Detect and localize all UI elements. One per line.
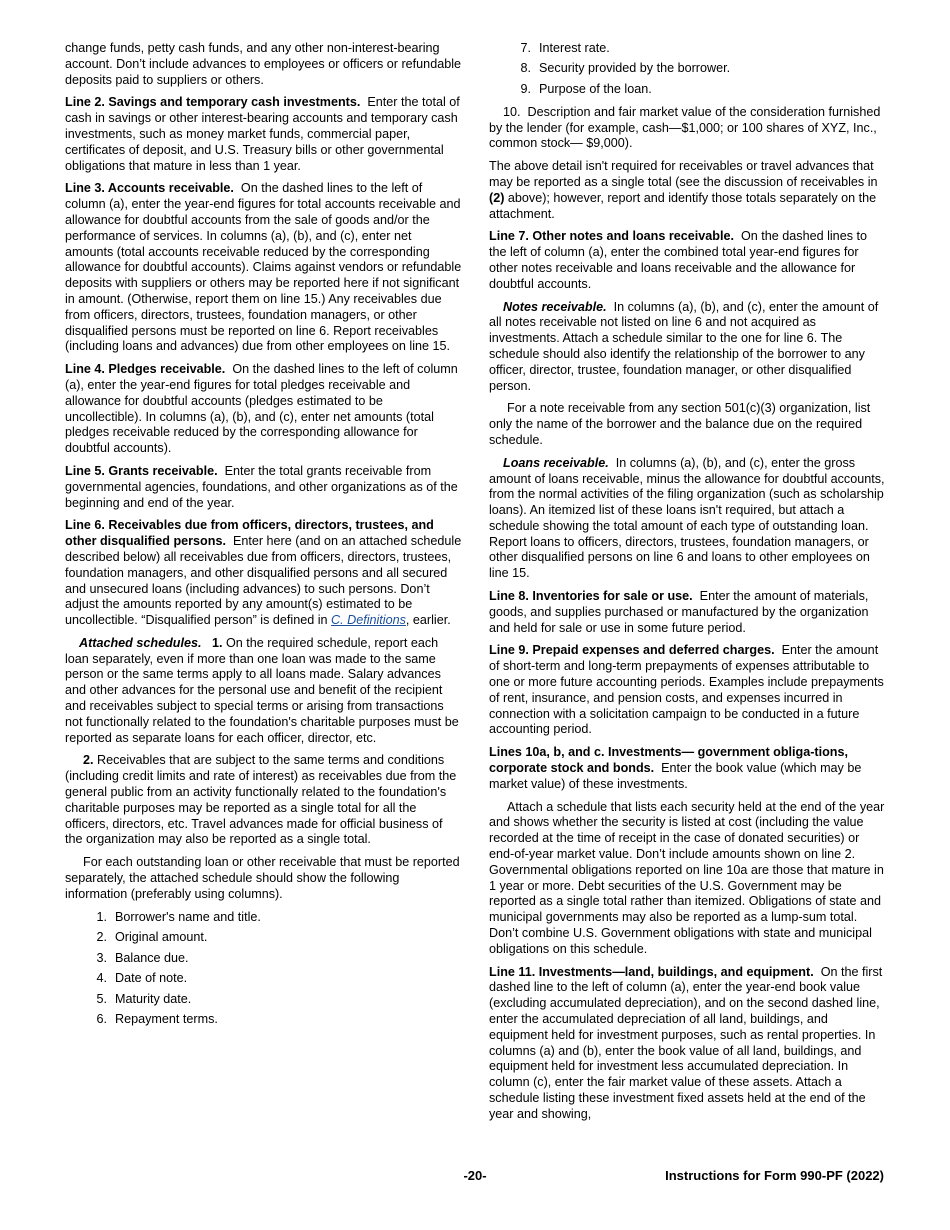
section-loans-receivable bbox=[489, 456, 887, 582]
section-line-7 bbox=[489, 229, 887, 292]
loan-info-list-right bbox=[489, 41, 887, 98]
list-item-number: 8. bbox=[520, 61, 531, 76]
body-line-6: Enter here (and on an attached schedule described below) all receivables due from officers, directors, trustees, foundation managers, and other disqualified persons and all secured and unsecured loans (including advances) to such persons. Don’t adjust the amounts reported by any amount(s) estimated to be uncollectible. “Disqualified person” is defined in bbox=[65, 534, 462, 628]
above-detail-text: The above detail isn't required for receivables or travel advances that may be reported as a single total (see the discussion of receivables in bbox=[489, 159, 878, 189]
heading-line-5: Line 5. Grants receivable. bbox=[65, 463, 218, 478]
list-item-text: Maturity date. bbox=[115, 991, 192, 1006]
body-attach-schedule: Attach a schedule that lists each security held at the end of the year and shows whether the security is listed at cost (including the value recorded at the time of receipt in the case of donated securities) or end-of-year market value. Don’t include amounts shown on line 2. Governmental obligations reported on line 10a are those that mature in 1 year or more. Debt securities of the U.S. Government may be reported as a single total rather than itemized. Obligations of state and municipal governments may also be reported as a lump-sum total. Don’t combine U.S. Government obligations with state and municipal obligations on this schedule. bbox=[489, 799, 885, 956]
list-item-number: 7. bbox=[520, 41, 531, 55]
list-item bbox=[489, 82, 887, 98]
heading-line-4: Line 4. Pledges receivable. bbox=[65, 362, 226, 377]
list-item-number: 6. bbox=[96, 1012, 107, 1027]
body-line-2: Enter the total of cash in savings or other interest-bearing accounts and temporary cash investments, such as money market funds, commercial paper, certificates of deposit, and U.S. Treasury bills or other governmental obligations that mature in less than 1 year. bbox=[65, 95, 460, 173]
heading-line-2: Line 2. Savings and temporary cash investments. bbox=[65, 95, 361, 110]
section-line-5 bbox=[65, 464, 463, 511]
body-notes-receivable: In columns (a), (b), and (c), enter the amount of all notes receivable not listed on line 6 and not acquired as investments. Attach a schedule similar to the one for line 6. The schedule should also identify the relationship of the borrower to any officer, director, trustee, foundation manager, or other disqualified person. bbox=[489, 299, 879, 393]
heading-line-3: Line 3. Accounts receivable. bbox=[65, 181, 234, 196]
list-item-text: Borrower's name and title. bbox=[115, 909, 261, 924]
list-item-number: 10. bbox=[503, 104, 521, 119]
section-attached-schedules bbox=[65, 636, 463, 747]
body-line-10: Enter the book value (which may be market value) of these investments. bbox=[489, 761, 862, 791]
list-item bbox=[65, 930, 463, 946]
body-line-9: Enter the amount of short-term and long-term prepayments of expenses attributable to one or more future accounting periods. Examples include prepayments of rent, insurance, and pension costs, and expenses incurred in connection with a solicitation campaign to be conducted in a future accounting period. bbox=[489, 643, 884, 737]
list-item-text: Purpose of the loan. bbox=[539, 81, 652, 96]
section-line-2 bbox=[65, 95, 463, 174]
section-line-6 bbox=[65, 518, 463, 629]
section-line-11 bbox=[489, 965, 887, 1123]
heading-line-8: Line 8. Inventories for sale or use. bbox=[489, 589, 693, 604]
list-item bbox=[65, 910, 463, 926]
list-item bbox=[65, 951, 463, 967]
body-line-3: On the dashed lines to the left of column (a), enter the year-end figures for total accounts receivable and allowance for doubtful accounts from the sale of goods and/or the performance of services. In columns (a), (b), and (c), enter net amounts (total accounts receivable reduced by the corresponding allowance for doubtful accounts). Claims against vendors or refundable deposits with suppliers or others may be reported here if not significant in amount. (Otherwise, report them on line 15.) Any receivables due from officers, directors, trustees, foundation managers, or other disqualified persons must be reported on line 6. Report receivables (including loans and advances) due from other employees on line 15. bbox=[65, 181, 462, 354]
body-line-11: On the first dashed line to the left of column (a), enter the year-end book value (excluding accumulated depreciation), and on the second dashed line, enter the accumulated depreciation of all land, buildings, and equipment held for investment purposes, such as rental properties. In columns (a) and (b), enter the book value of all land, buildings, and equipment held for investment less accumulated depreciation. In column (c), enter the fair market value of these assets. Attach a schedule listing these investment fixed assets held at the end of the year and showing, bbox=[489, 964, 883, 1121]
above-detail-ref: (2) bbox=[489, 190, 505, 205]
body-loans-receivable: In columns (a), (b), and (c), enter the gross amount of loans receivable, minus the allowance for doubtful accounts, from the normal activities of the filing organization (such as scholarship loans). An itemized list of these loans isn't required, but attach a schedule showing the total amount of each type of outstanding loan. Report loans to officers, directors, trustees, foundation managers, or other disqualified persons on line 6 and loans to other employees on line 15. bbox=[489, 455, 885, 581]
section-line-3 bbox=[65, 181, 463, 355]
attached-number-1: 1. bbox=[211, 635, 223, 650]
paragraph-attach-schedule bbox=[489, 800, 887, 958]
list-item-number: 2. bbox=[96, 930, 107, 945]
section-line-4 bbox=[65, 362, 463, 457]
list-item-number: 9. bbox=[520, 81, 531, 96]
right-column bbox=[489, 41, 887, 1130]
body-each-loan: For each outstanding loan or other receivable that must be reported separately, the attached schedule should show the following information (preferably using columns). bbox=[65, 855, 460, 901]
paragraph-cash-funds bbox=[65, 41, 463, 88]
left-column bbox=[65, 41, 463, 1035]
link-c-definitions[interactable]: C. Definitions bbox=[331, 613, 406, 628]
list-item-text: Original amount. bbox=[115, 930, 208, 945]
list-item-number: 3. bbox=[96, 950, 107, 965]
loan-info-list-left bbox=[65, 910, 463, 1028]
list-item-text: Description and fair market value of the consideration furnished by the lender (for example, cash—$1,000; or 100 shares of XYZ, Inc., common stock— $9,000). bbox=[489, 104, 881, 151]
body-line-8: Enter the amount of materials, goods, and supplies purchased or manufactured by the organization and held for sale or use in some future period. bbox=[489, 589, 869, 635]
list-item bbox=[65, 992, 463, 1008]
heading-loans-receivable: Loans receivable. bbox=[503, 455, 609, 470]
paragraph-each-loan bbox=[65, 855, 463, 902]
body-line-7: On the dashed lines to the left of column (a), enter the combined total year-end figures for other notes receivable and loans receivable and the allowance for doubtful accounts. bbox=[489, 229, 867, 291]
paragraph-text: change funds, petty cash funds, and any other non-interest-bearing account. Don’t include advances to employees or officers or refundable deposits paid to suppliers or others. bbox=[65, 41, 462, 87]
body-501c3: For a note receivable from any section 501(c)(3) organization, list only the name of the borrower and the balance due on the required schedule. bbox=[489, 401, 871, 447]
above-detail-tail: above); however, report and identify those totals separately on the attachment. bbox=[489, 190, 877, 221]
list-item-text: Repayment terms. bbox=[115, 1012, 218, 1027]
section-receivables-2 bbox=[65, 753, 463, 848]
body-line-5: Enter the total grants receivable from governmental agencies, foundations, and other organizations as of the beginning and end of the year. bbox=[65, 463, 458, 510]
heading-line-10: Lines 10a, b, and c. Investments— government obliga-tions, corporate stock and bonds. bbox=[489, 745, 848, 776]
document-title: Instructions for Form 990-PF (2022) bbox=[665, 1168, 884, 1183]
body-attached-schedules: On the required schedule, report each loan separately, even if more than one loan was made to the same person or the same terms apply to all loans made. Salary advances and other advances for the personal use and benefit of the recipient and receivables subject to special terms or arising from transactions not functionally related to the foundation's charitable purposes must be reported as separate loans for each officer, director, etc. bbox=[65, 635, 459, 745]
paragraph-above-detail bbox=[489, 159, 887, 222]
heading-notes-receivable: Notes receivable. bbox=[503, 299, 607, 314]
section-line-8 bbox=[489, 589, 887, 636]
heading-line-11: Line 11. Investments—land, buildings, and equipment. bbox=[489, 964, 814, 979]
body-line-6-tail: , earlier. bbox=[405, 613, 451, 628]
section-line-9 bbox=[489, 643, 887, 738]
list-item-text: Security provided by the borrower. bbox=[539, 61, 731, 76]
list-item bbox=[65, 1012, 463, 1028]
list-item-text: Date of note. bbox=[115, 971, 188, 986]
list-item bbox=[65, 971, 463, 987]
page-number: -20- bbox=[463, 1168, 487, 1183]
list-item-text: Balance due. bbox=[115, 950, 189, 965]
heading-attached-schedules: Attached schedules. bbox=[79, 635, 202, 650]
attached-number-2: 2. bbox=[83, 753, 94, 768]
section-line-10 bbox=[489, 745, 887, 792]
paragraph-501c3 bbox=[489, 401, 887, 448]
body-receivables-2: Receivables that are subject to the same terms and conditions (including credit limits and rate of interest) as receivables due from the general public from an activity functionally related to the foundation's charitable purposes may be reported as a single total for all the officers, directors, etc. Travel advances made for official business of the organization may also be reported as a single total. bbox=[65, 753, 457, 847]
list-item-number: 4. bbox=[96, 971, 107, 986]
section-notes-receivable bbox=[489, 300, 887, 395]
list-item bbox=[489, 61, 887, 77]
list-item-number: 1. bbox=[96, 909, 107, 924]
heading-line-7: Line 7. Other notes and loans receivable. bbox=[489, 229, 734, 244]
heading-line-9: Line 9. Prepaid expenses and deferred charges. bbox=[489, 643, 775, 658]
body-line-4: On the dashed lines to the left of column (a), enter the year-end figures for total pledges receivable and allowance for doubtful accounts (pledges estimated to be uncollectible). In columns (a), (b), and (c), enter net amounts (total pledges receivable reduced by the corresponding allowance for doubtful accounts). bbox=[65, 362, 458, 456]
heading-line-6: Line 6. Receivables due from officers, directors, trustees, and other disqualified persons. bbox=[65, 518, 434, 549]
list-item-number: 5. bbox=[96, 991, 107, 1006]
list-item-10 bbox=[489, 105, 887, 152]
list-item-text: Interest rate. bbox=[539, 41, 610, 55]
list-item bbox=[489, 41, 887, 57]
